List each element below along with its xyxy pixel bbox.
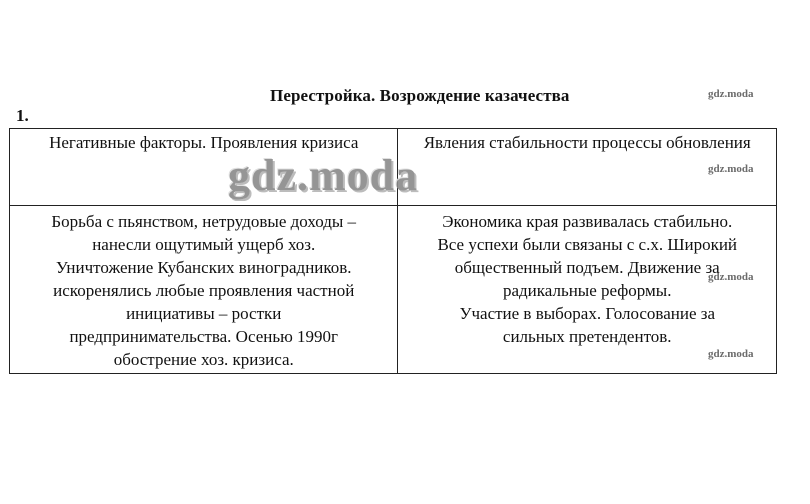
cell-line: Участие в выборах. Голосование за [459, 304, 716, 323]
cell-line: нанесли ощутимый ущерб хоз. [92, 235, 316, 254]
cell-line: Все успехи были связаны с с.х. Широкий [437, 235, 738, 254]
cell-line: общественный подъем. Движение за [454, 258, 720, 277]
table-row [10, 206, 777, 374]
watermark-logo: gdz.moda [228, 151, 419, 200]
cell-stability [398, 206, 777, 374]
header-stability: Явления стабильности процессы обновления [398, 129, 777, 206]
exercise-number: 1. [16, 106, 29, 125]
cell-line: обострение хоз. кризиса. [113, 350, 294, 369]
cell-line: Экономика края развивалась стабильно. [442, 212, 733, 231]
cell-negative-factors [10, 206, 398, 374]
cell-line: Уничтожение Кубанских виноградников. [55, 258, 352, 277]
watermark-small: gdz.moda [708, 163, 754, 175]
cell-line: Борьба с пьянством, нетрудовые доходы – [51, 212, 357, 231]
header-negative-factors: Негативные факторы. Проявления кризиса [10, 129, 398, 206]
cell-line: инициативы – ростки [126, 304, 282, 323]
page-title: Перестройка. Возрождение казачества [270, 86, 570, 105]
cell-line: искоренялись любые проявления частной [53, 281, 355, 300]
watermark-small: gdz.moda [708, 271, 754, 283]
cell-line: радикальные реформы. [502, 281, 672, 300]
watermark-small: gdz.moda [708, 88, 754, 100]
cell-line: предпринимательства. Осенью 1990г [69, 327, 339, 346]
watermark-small: gdz.moda [708, 348, 754, 360]
cell-line: сильных претендентов. [502, 327, 672, 346]
